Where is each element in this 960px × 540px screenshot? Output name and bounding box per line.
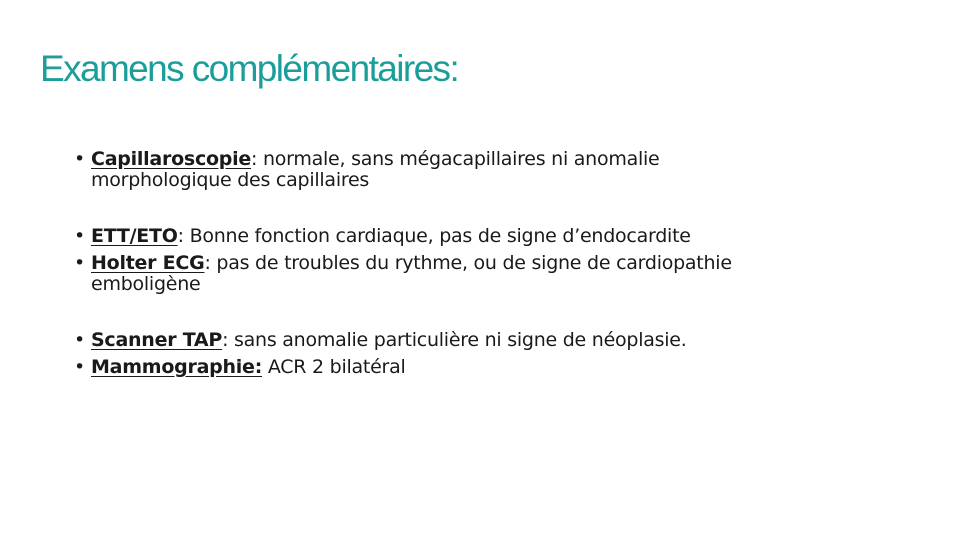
slide-title: Examens complémentaires: bbox=[40, 48, 459, 89]
bullet-text-continued: emboligène bbox=[91, 273, 201, 295]
bullet-term: ETT/ETO bbox=[91, 225, 178, 247]
bullet-term: Mammographie: bbox=[91, 356, 263, 378]
bullet-item-capillaroscopie bbox=[74, 146, 914, 194]
bullet-text: normale, sans mégacapillaires ni anomalie bbox=[257, 148, 660, 170]
bullet-dot-icon: • bbox=[74, 252, 85, 274]
bullet-dot-icon: • bbox=[74, 225, 85, 247]
bullet-item-scanner-tap bbox=[74, 327, 914, 354]
bullet-term: Holter ECG bbox=[91, 252, 205, 274]
bullet-separator: : bbox=[204, 252, 211, 274]
bullet-text: sans anomalie particulière ni signe de néoplasie. bbox=[228, 329, 687, 351]
bullet-dot-icon: • bbox=[74, 148, 85, 170]
bullet-item-ett-eto bbox=[74, 223, 914, 250]
bullet-dot-icon: • bbox=[74, 329, 85, 351]
bullet-term: Scanner TAP bbox=[91, 329, 223, 351]
bullet-item-mammographie bbox=[74, 354, 914, 381]
bullet-dot-icon: • bbox=[74, 356, 85, 378]
bullet-term: Capillaroscopie bbox=[91, 148, 252, 170]
bullet-text-continued: morphologique des capillaires bbox=[91, 169, 370, 191]
bullet-text: ACR 2 bilatéral bbox=[262, 356, 406, 378]
bullet-separator: : bbox=[177, 225, 184, 247]
bullet-text: pas de troubles du rythme, ou de signe de cardiopathie bbox=[210, 252, 732, 274]
bullet-separator: : bbox=[222, 329, 229, 351]
bullet-item-holter-ecg bbox=[74, 250, 914, 298]
bullet-text: Bonne fonction cardiaque, pas de signe d’endocardite bbox=[183, 225, 691, 247]
bullet-separator: : bbox=[251, 148, 258, 170]
bullet-list bbox=[74, 146, 914, 381]
